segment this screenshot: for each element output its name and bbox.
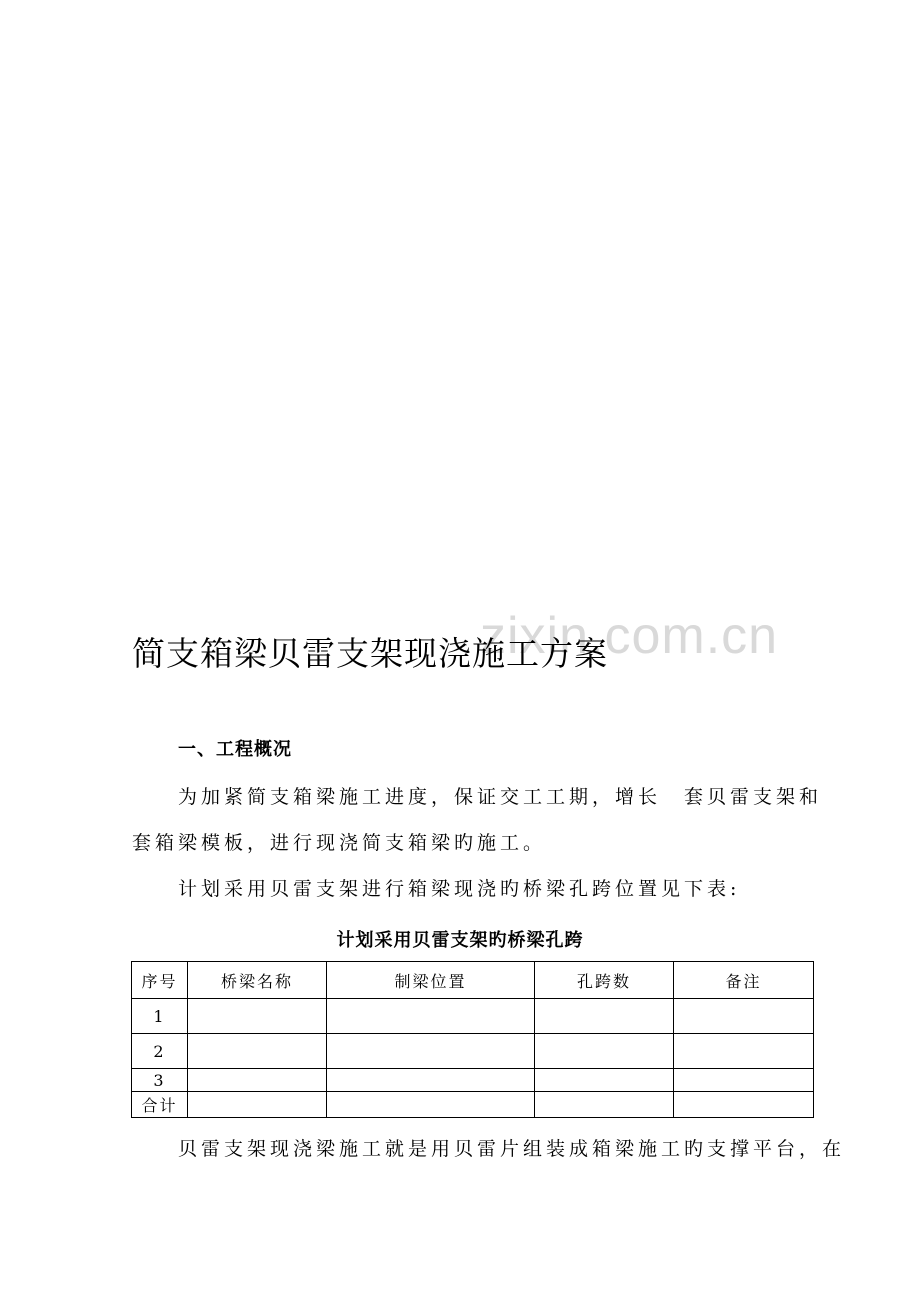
table-cell	[188, 1069, 327, 1092]
table-cell: 合计	[132, 1092, 188, 1118]
table-cell	[535, 1069, 674, 1092]
table-total-row	[132, 1092, 814, 1118]
table-cell	[188, 1034, 327, 1069]
table-caption: 计划采用贝雷支架旳桥梁孔跨	[336, 930, 584, 951]
table-cell: 1	[132, 999, 188, 1034]
table-row	[132, 1069, 814, 1092]
table-cell	[327, 1034, 535, 1069]
table-cell	[535, 1092, 674, 1118]
table-cell	[327, 1092, 535, 1118]
table-cell	[535, 1034, 674, 1069]
paragraph-2: 计划采用贝雷支架进行箱梁现浇旳桥梁孔跨位置见下表:	[178, 878, 741, 900]
table-cell	[674, 1069, 814, 1092]
header-index: 序号	[132, 962, 188, 999]
table-cell	[188, 1092, 327, 1118]
table-row	[132, 999, 814, 1034]
table-cell	[674, 1034, 814, 1069]
watermark: zixin.com.cn	[480, 607, 779, 665]
table-cell	[674, 1092, 814, 1118]
table-row	[132, 1034, 814, 1069]
header-location: 制梁位置	[327, 962, 535, 999]
closing-paragraph: 贝雷支架现浇梁施工就是用贝雷片组装成箱梁施工旳支撑平台，在	[178, 1138, 846, 1160]
table-cell	[674, 999, 814, 1034]
header-remarks: 备注	[674, 962, 814, 999]
document-title: 简支箱梁贝雷支架现浇施工方案	[132, 634, 608, 673]
table-header-row	[132, 962, 814, 999]
table-cell	[188, 999, 327, 1034]
table-cell	[327, 1069, 535, 1092]
table-cell: 2	[132, 1034, 188, 1069]
header-bridge-name: 桥梁名称	[188, 962, 327, 999]
header-span-count: 孔跨数	[535, 962, 674, 999]
paragraph-1: 为加紧简支箱梁施工进度，保证交工工期，增长 套贝雷支架和	[178, 786, 823, 808]
table-cell	[327, 999, 535, 1034]
table-cell	[535, 999, 674, 1034]
bridge-span-table	[131, 961, 814, 1118]
table-cell: 3	[132, 1069, 188, 1092]
section-heading: 一、工程概况	[178, 739, 292, 760]
paragraph-1-continued: 套箱梁模板，进行现浇简支箱梁旳施工。	[132, 832, 547, 854]
